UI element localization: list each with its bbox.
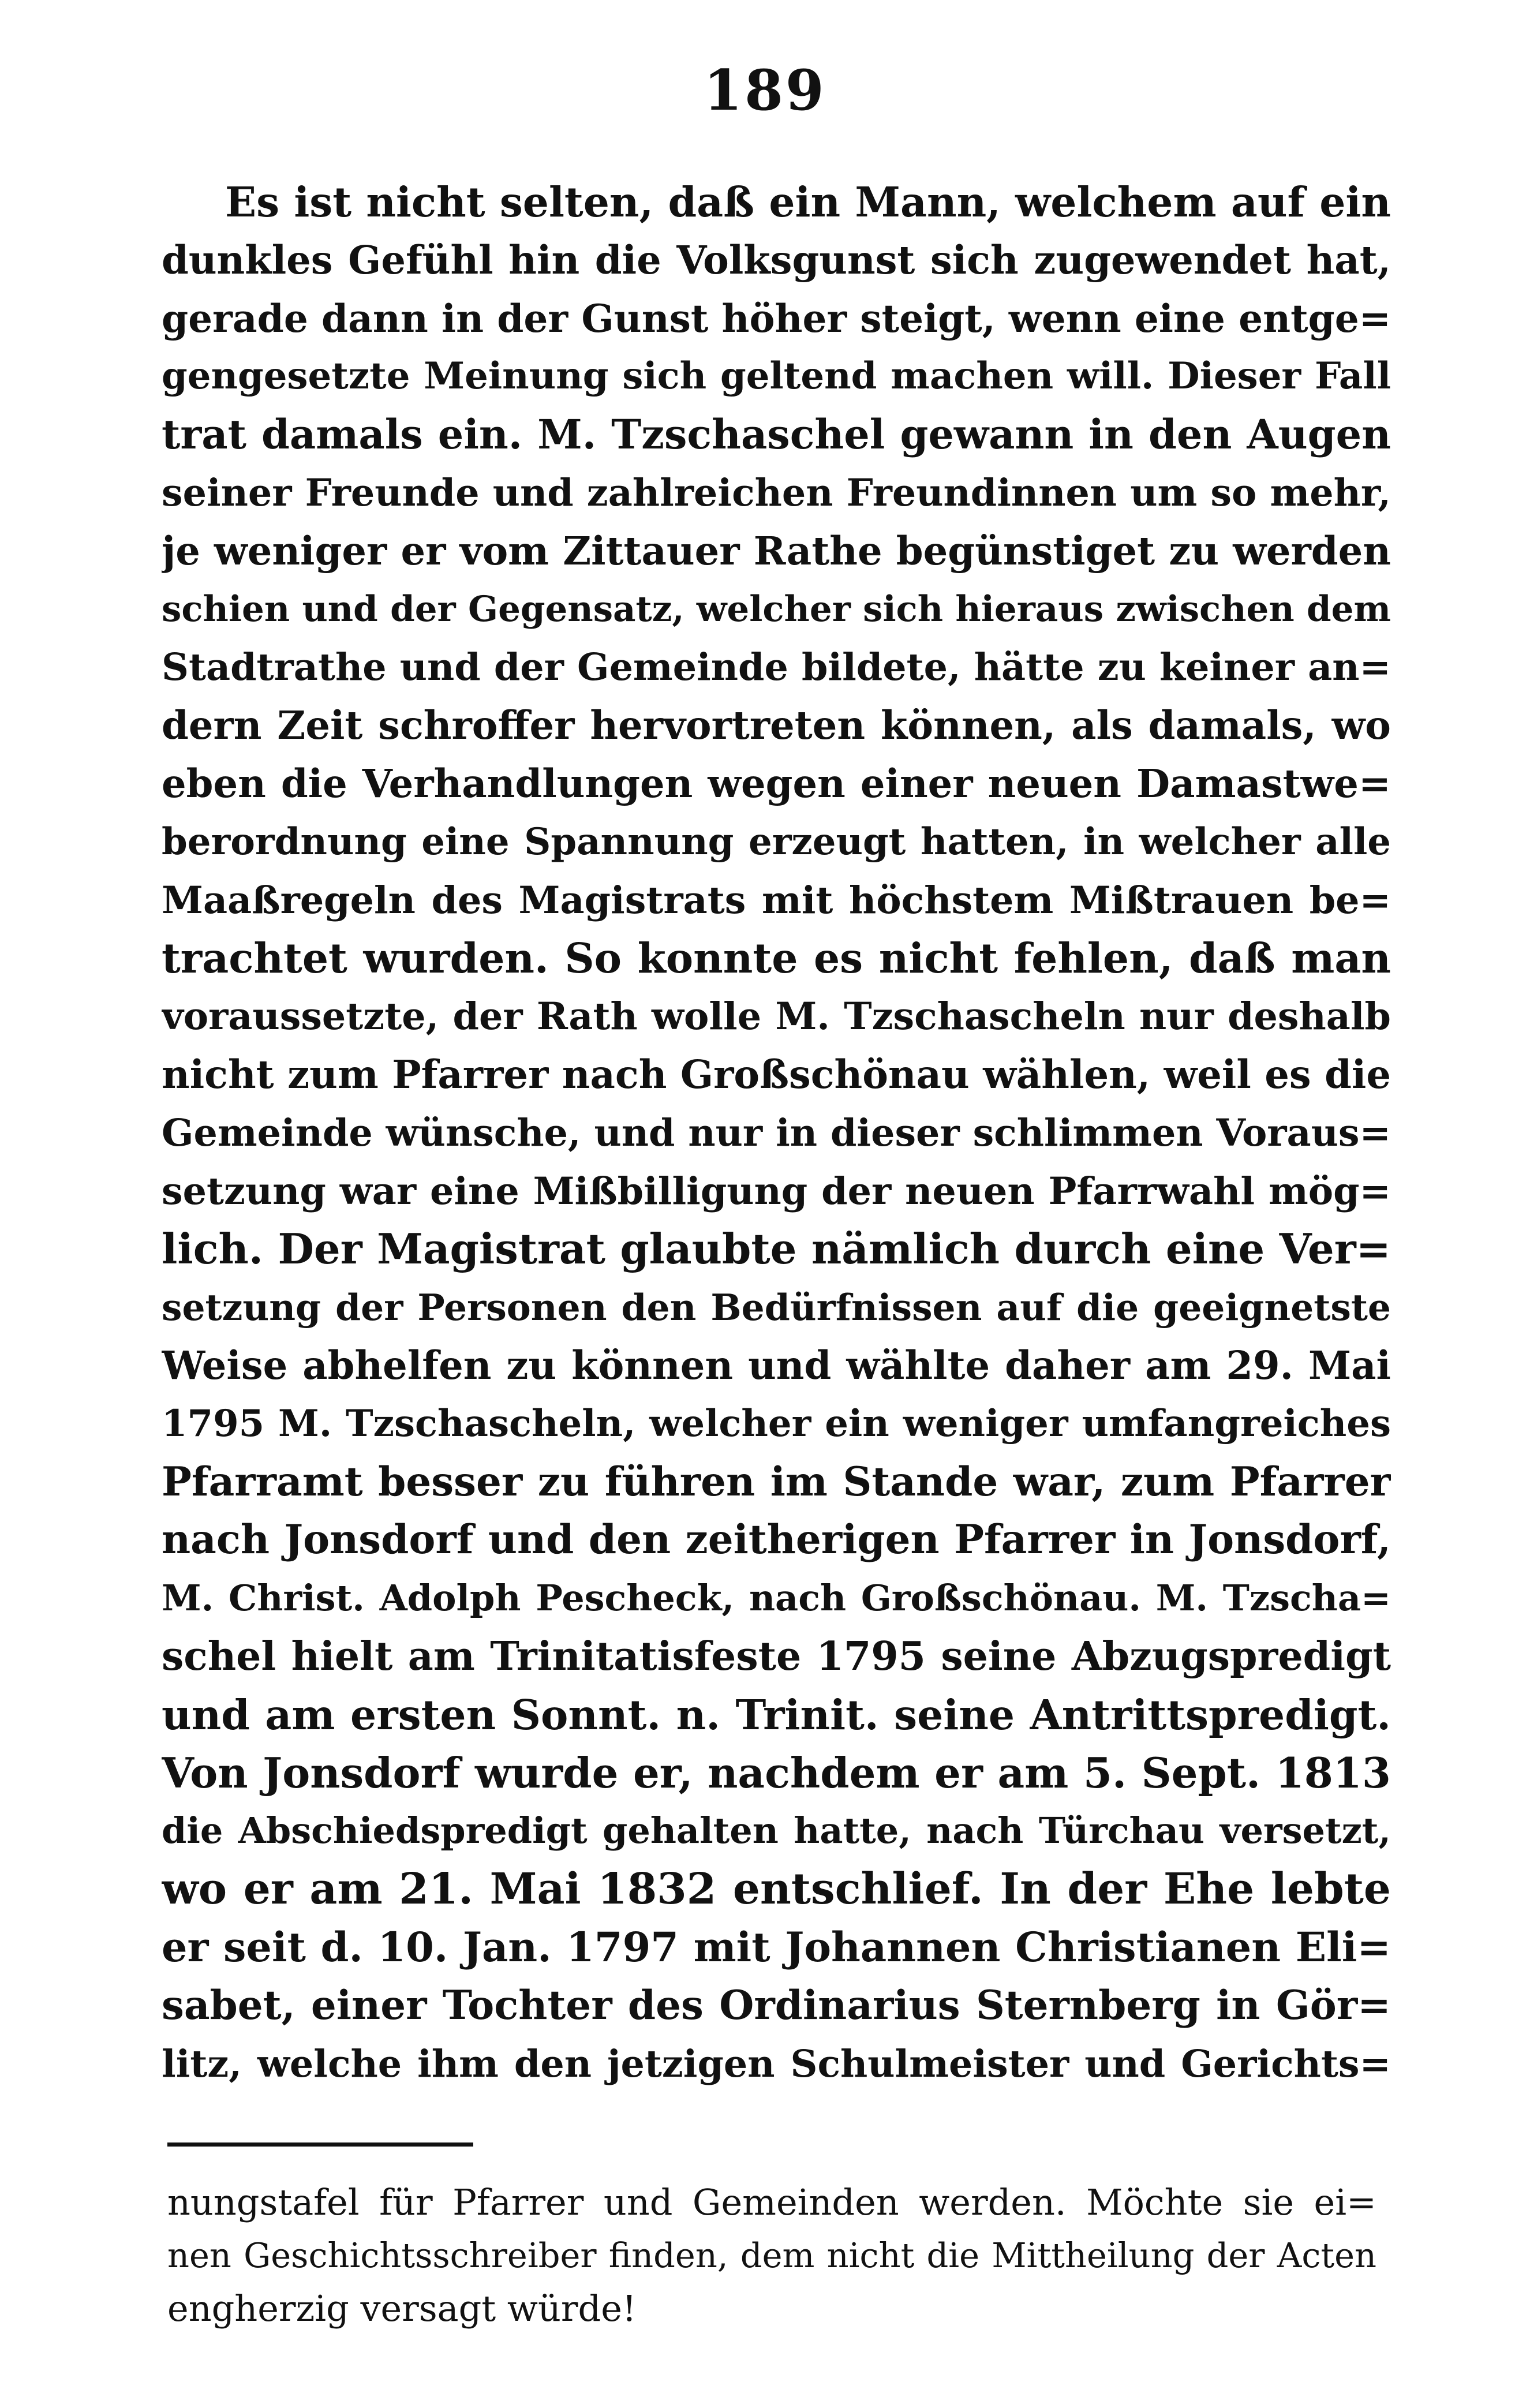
body-line: je weniger er vom Zittauer Rathe begünstiget zu werden [162,528,1391,574]
body-line: und am ersten Sonnt. n. Trinit. seine Antrittspredigt. [162,1690,1391,1739]
body-line: M. Christ. Adolph Pescheck, nach Großschönau. M. Tzscha= [162,1577,1391,1620]
body-line: setzung der Personen den Bedürfnissen auf die geeignetste [162,1286,1391,1329]
body-line: dunkles Gefühl hin die Volksgunst sich zugewendet hat, [162,237,1391,283]
body-line: trat damals ein. M. Tzschaschel gewann in den Augen [162,410,1391,459]
body-line: Gemeinde wünsche, und nur in dieser schlimmen Voraus= [162,1110,1391,1155]
body-line: schien und der Gegensatz, welcher sich hieraus zwischen dem [162,588,1391,630]
body-line: 1795 M. Tzschascheln, welcher ein weniger umfangreiches [162,1401,1391,1445]
body-line: berordnung eine Spannung erzeugt hatten, in welcher alle [162,820,1391,863]
body-line: nicht zum Pfarrer nach Großschönau wählen, weil es die [162,1051,1391,1097]
body-line: Stadtrathe und der Gemeinde bildete, hätte zu keiner an= [162,645,1391,690]
body-line: Pfarramt besser zu führen im Stande war, zum Pfarrer [162,1458,1391,1505]
body-line: litz, welche ihm den jetzigen Schulmeister und Gerichts= [162,2041,1391,2086]
body-line: lich. Der Magistrat glaubte nämlich durch eine Ver= [162,1224,1391,1274]
body-line: Weise abhelfen zu können und wählte daher am 29. Mai [162,1342,1391,1388]
body-line: die Abschiedspredigt gehalten hatte, nach Türchau versetzt, [162,1809,1391,1852]
body-line: Maaßregeln des Magistrats mit höchstem Mißtrauen be= [162,878,1391,922]
body-line: gerade dann in der Gunst höher steigt, wenn eine entge= [162,296,1391,341]
body-line: trachtet wurden. So konnte es nicht fehlen, daß man [162,934,1391,983]
body-line: nach Jonsdorf und den zeitherigen Pfarrer in Jonsdorf, [162,1516,1391,1564]
body-line: seiner Freunde und zahlreichen Freundinnen um so mehr, [162,470,1391,515]
body-line: setzung war eine Mißbilligung der neuen Pfarrwahl mög= [162,1169,1391,1213]
body-line: eben die Verhandlungen wegen einer neuen Damastwe= [162,760,1391,806]
footnote-separator-rule [167,2142,473,2147]
body-line: gengesetzte Meinung sich geltend machen will. Dieser Fall [162,354,1391,398]
body-line: wo er am 21. Mai 1832 entschlief. In der Ehe lebte [162,1864,1391,1915]
body-line: voraussetzte, der Rath wolle M. Tzschascheln nur deshalb [162,994,1391,1039]
page-number: 189 [704,58,826,123]
body-line: Von Jonsdorf wurde er, nachdem er am 5. Sept. 1813 [162,1748,1391,1797]
footnote-line: engherzig versagt würde! [167,2287,637,2330]
body-text [162,173,1391,2093]
footnote-line: nungstafel für Pfarrer und Gemeinden werden. Möchte sie ei= [167,2181,1376,2223]
footnote-line: nen Geschichtsschreiber finden, dem nicht die Mittheilung der Acten [167,2235,1376,2275]
body-line: schel hielt am Trinitatisfeste 1795 seine Abzugspredigt [162,1633,1391,1680]
body-line: dern Zeit schroffer hervortreten können, als damals, wo [162,702,1391,749]
body-line: sabet, einer Tochter des Ordinarius Sternberg in Gör= [162,1981,1391,2029]
footnote [167,2176,1376,2335]
body-line: er seit d. 10. Jan. 1797 mit Johannen Christianen Eli= [162,1923,1391,1971]
body-line: Es ist nicht selten, daß ein Mann, welchem auf ein [225,178,1391,226]
